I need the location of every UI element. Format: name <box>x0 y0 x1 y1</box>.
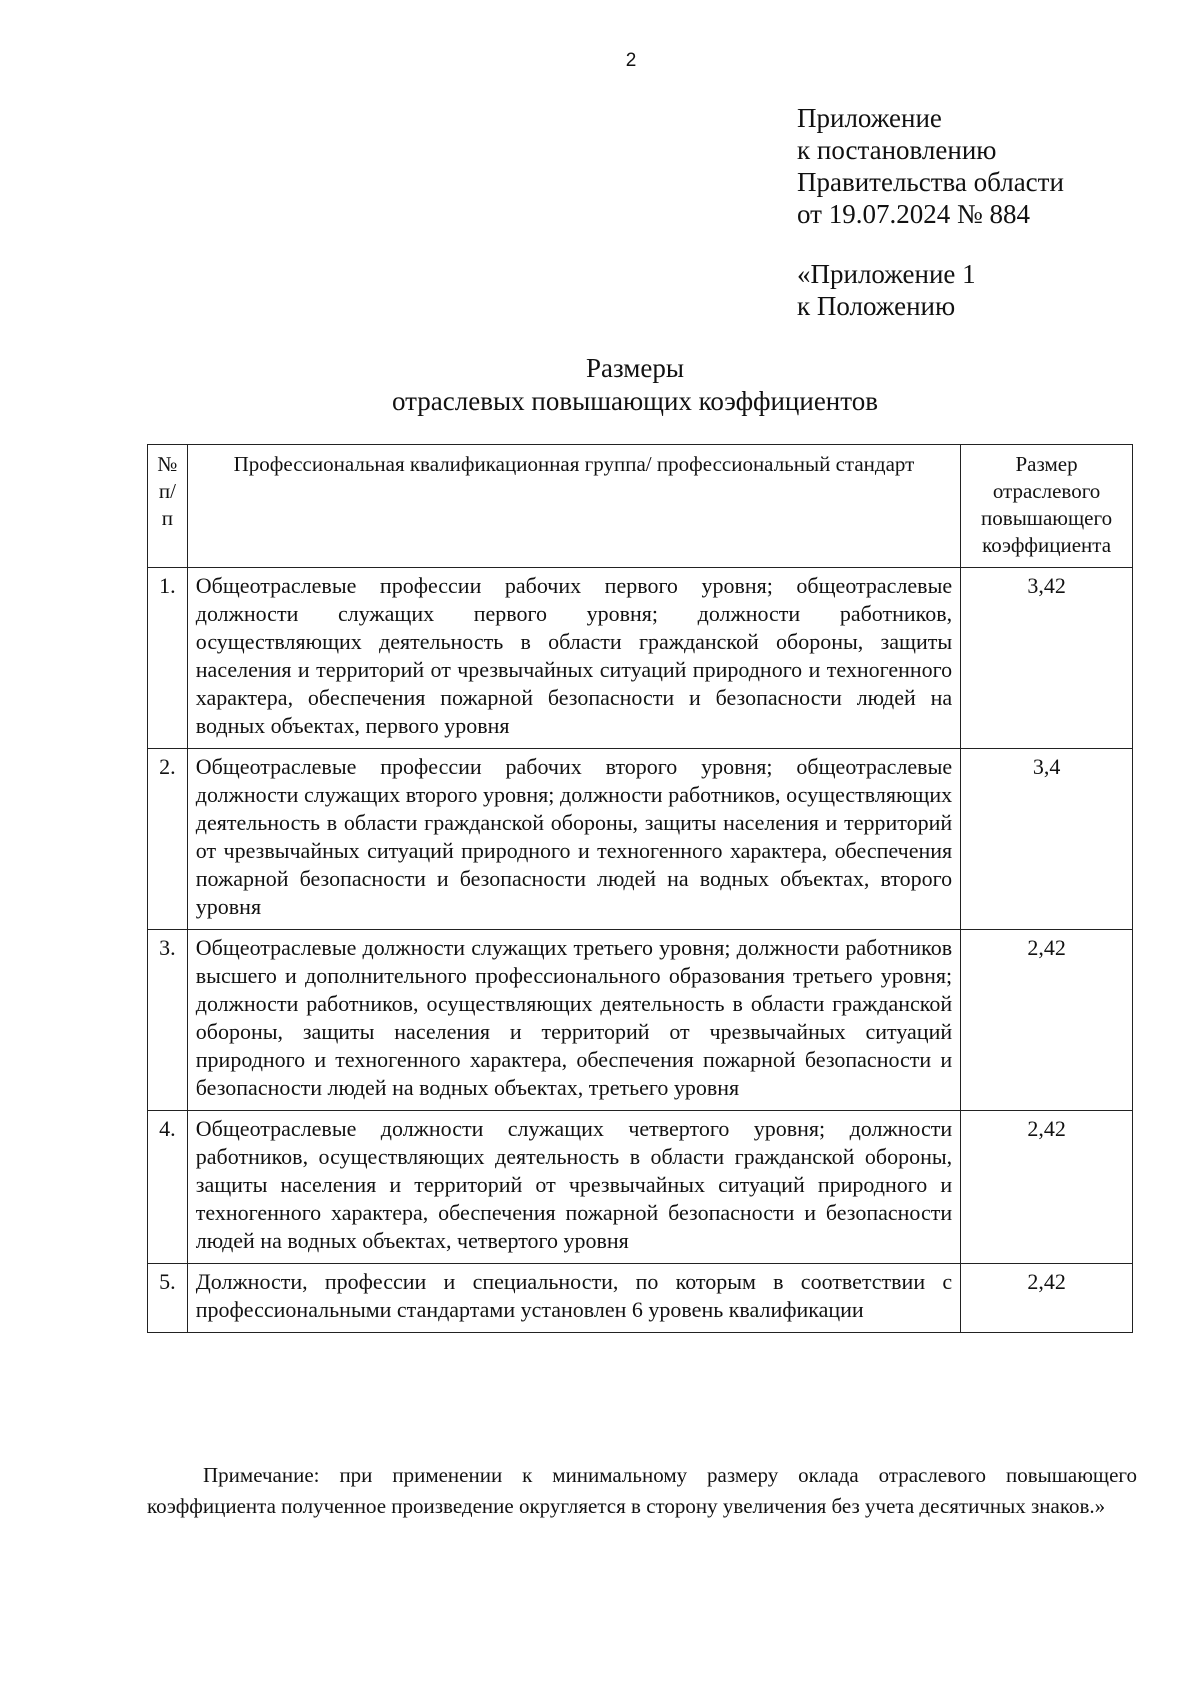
row-group: Общеотраслевые должности служащих четвертого уровня; должности работников, осуществляющих деятельность в области гражданской обороны, защиты населения и территорий от чрезвычайных ситуаций природного и техногенного характера, обеспечения пожарной безопасности и безопасности людей на водных объектах, четвертого уровня <box>187 1111 960 1264</box>
row-value: 2,42 <box>961 1111 1133 1264</box>
inner-appendix-line: к Положению <box>797 291 956 321</box>
row-number: 5. <box>148 1264 188 1333</box>
table-row <box>148 568 1133 749</box>
row-number: 1. <box>148 568 188 749</box>
table-row <box>148 1264 1133 1333</box>
header-group: Профессиональная квалификационная группа/ профессиональный стандарт <box>187 445 960 568</box>
appendix-reference <box>797 102 1064 230</box>
row-group: Общеотраслевые профессии рабочих второго уровня; общеотраслевые должности служащих второго уровня; должности работников, осуществляющих деятельность в области гражданской обороны, защиты населения и территорий от чрезвычайных ситуаций природного и техногенного характера, обеспечения пожарной безопасности и безопасности людей на водных объектах, второго уровня <box>187 749 960 930</box>
footnote: Примечание: при применении к минимальному размеру оклада отраслевого повышающего коэффициента полученное произведение округляется в сторону увеличения без учета десятичных знаков.» <box>147 1463 1137 1518</box>
appendix-line: Приложение <box>797 103 942 133</box>
table-row <box>148 1111 1133 1264</box>
table-row <box>148 749 1133 930</box>
row-value: 3,4 <box>961 749 1133 930</box>
appendix-line: Правительства области <box>797 167 1064 197</box>
inner-appendix-line: «Приложение 1 <box>797 259 976 289</box>
row-value: 2,42 <box>961 1264 1133 1333</box>
appendix-line: к постановлению <box>797 135 997 165</box>
row-number: 4. <box>148 1111 188 1264</box>
title-line-2: отраслевых повышающих коэффициентов <box>392 386 878 416</box>
table-header-row <box>148 445 1133 568</box>
row-number: 3. <box>148 930 188 1111</box>
page-number: 2 <box>625 50 637 71</box>
row-number: 2. <box>148 749 188 930</box>
row-value: 2,42 <box>961 930 1133 1111</box>
title-line-1: Размеры <box>586 353 684 383</box>
inner-appendix-reference <box>797 258 976 322</box>
header-value: Размер отраслевого повышающего коэффициента <box>961 445 1133 568</box>
coefficients-table <box>147 444 1133 1333</box>
row-value: 3,42 <box>961 568 1133 749</box>
row-group: Должности, профессии и специальности, по которым в соответствии с профессиональными стандартами установлен 6 уровень квалификации <box>187 1264 960 1333</box>
header-number: № п/ п <box>148 445 188 568</box>
document-title <box>0 352 1200 418</box>
table-row <box>148 930 1133 1111</box>
row-group: Общеотраслевые должности служащих третьего уровня; должности работников высшего и дополнительного профессионального образования третьего уровня; должности работников, осуществляющих деятельность в области гражданской обороны, защиты населения и территорий от чрезвычайных ситуаций природного и техногенного характера, обеспечения пожарной безопасности и безопасности людей на водных объектах, третьего уровня <box>187 930 960 1111</box>
row-group: Общеотраслевые профессии рабочих первого уровня; общеотраслевые должности служащих первого уровня; должности работников, осуществляющих деятельность в области гражданской обороны, защиты населения и территорий от чрезвычайных ситуаций природного и техногенного характера, обеспечения пожарной безопасности и безопасности людей на водных объектах, первого уровня <box>187 568 960 749</box>
appendix-line: от 19.07.2024 № 884 <box>797 199 1030 229</box>
